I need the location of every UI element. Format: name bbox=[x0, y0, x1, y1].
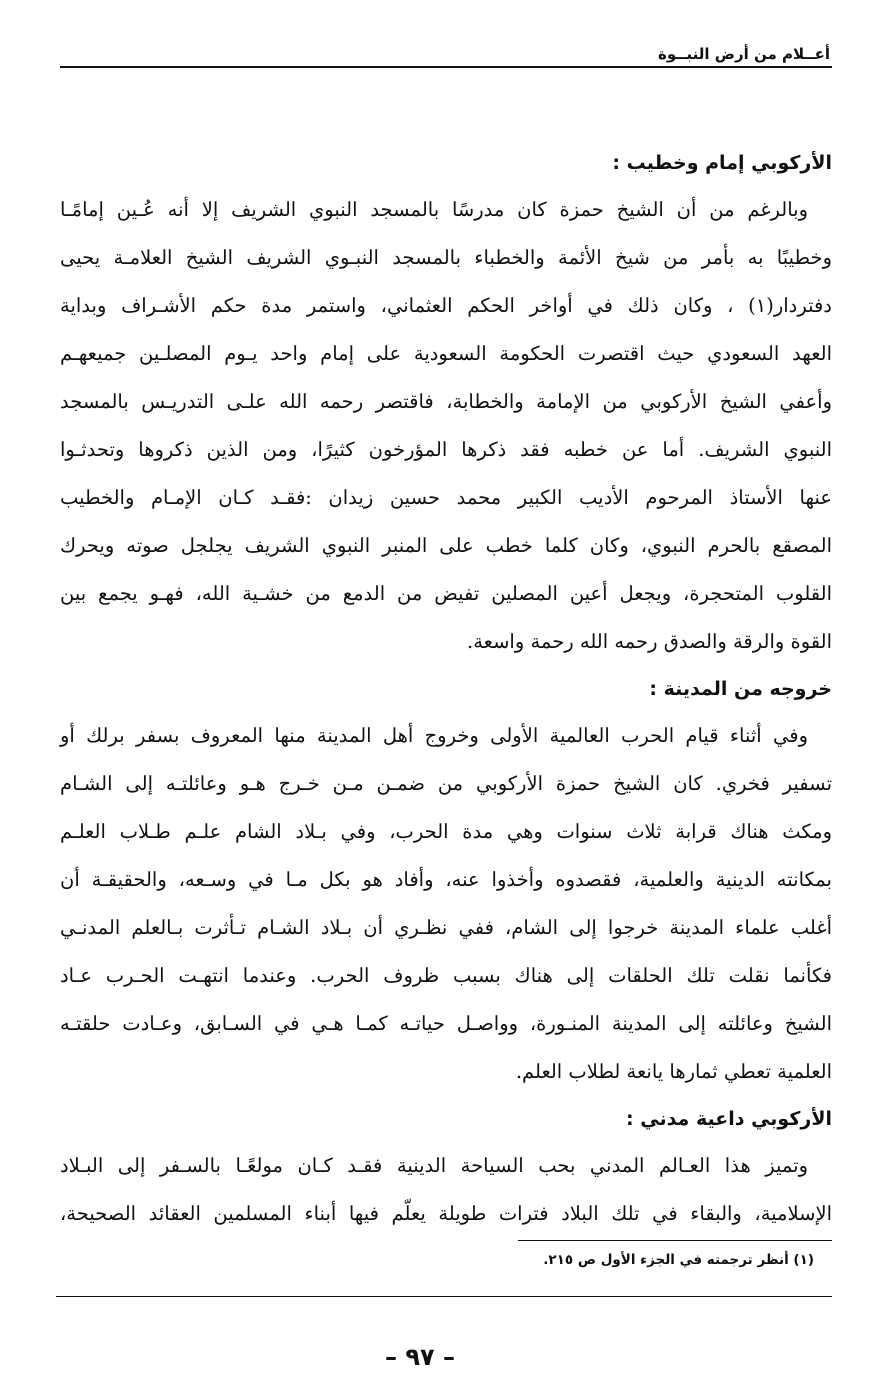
text-line: ومكث هناك قرابة ثلاث سنوات وهي مدة الحرب، وفي بـلاد الشام علـم طـلاب العلـم bbox=[60, 820, 832, 843]
section-heading: الأركوبي إمام وخطيب : bbox=[612, 152, 832, 174]
text-line: القلوب المتحجرة، ويجعل أعين المصلين تفيض من الدمع من خشـية الله، فهـو يجمع بين bbox=[60, 582, 832, 605]
section-heading: خروجه من المدينة : bbox=[649, 678, 832, 700]
text-line: وتميز هذا العـالم المدني بحب السياحة الدينية فقـد كـان مولعًـا بالسـفر إلى البـلاد bbox=[60, 1154, 808, 1177]
footer-rule bbox=[56, 1296, 832, 1297]
text-line: أغلب علماء المدينة خرجوا إلى الشام، ففي نظـري أن بـلاد الشـام تـأثرت بـالعلم المدنـي bbox=[60, 916, 832, 939]
text-line: تسفير فخري. كان الشيخ حمزة الأركوبي من ضمـن مـن خـرج هـو وعائلتـه إلى الشـام bbox=[60, 772, 832, 795]
header-rule bbox=[60, 66, 832, 68]
text-line: فكأنما نقلت تلك الحلقات إلى هناك بسبب ظروف الحرب. وعندما انتهـت الحـرب عـاد bbox=[60, 964, 832, 987]
text-line: الشيخ وعائلته إلى المدينة المنـورة، وواصـل حياتـه كمـا هـي في السـابق، وعـادت حلقتـه bbox=[60, 1012, 832, 1035]
footnote-rule bbox=[518, 1240, 832, 1241]
body-text bbox=[60, 140, 832, 1238]
text-line: العهد السعودي حيث اقتصرت الحكومة السعودية على إمام واحد يـوم المصلـين جميعهـم bbox=[60, 342, 832, 365]
text-line: وفي أثناء قيام الحرب العالمية الأولى وخروج أهل المدينة منها المعروف بسفر برلك أو bbox=[60, 724, 808, 747]
text-line: وخطيبًا به بأمر من شيخ الأئمة والخطباء بالمسجد النبـوي الشريف الشيخ العلامـة يحيى bbox=[60, 246, 832, 269]
text-line: عنها الأستاذ المرحوم الأديب الكبير محمد حسين زيدان :فقـد كـان الإمـام والخطيب bbox=[60, 486, 832, 509]
text-line: الإسلامية، والبقاء في تلك البلاد فترات طويلة يعلّم فيها أبناء المسلمين العقائد الصحيحة، bbox=[60, 1202, 832, 1225]
text-line: القوة والرقة والصدق رحمه الله رحمة واسعة. bbox=[467, 630, 832, 653]
text-line: بمكانته الدينية والعلمية، فقصدوه وأخذوا عنه، وأفاد هو بكل مـا في وسـعه، والحقيقـة أن bbox=[60, 868, 832, 891]
text-line: المصقع بالحرم النبوي، وكان كلما خطب على المنبر النبوي الشريف يجلجل صوته ويحرك bbox=[60, 534, 832, 557]
section-heading: الأركوبي داعية مدني : bbox=[626, 1108, 832, 1130]
running-header: أعــلام من أرض النبــوة bbox=[658, 45, 830, 63]
text-line: وأعفي الشيخ الأركوبي من الإمامة والخطابة، فاقتصر رحمه الله علـى التدريـس بالمسجد bbox=[60, 390, 832, 413]
text-line: النبوي الشريف. أما عن خطبه فقد ذكرها المؤرخون كثيرًا، ومن الذين ذكروها وتحدثـوا bbox=[60, 438, 832, 461]
page-number: – ٩٧ – bbox=[384, 1343, 455, 1371]
footnote: (١) أنظر ترجمته في الجزء الأول ص ٢١٥. bbox=[543, 1252, 814, 1268]
text-line: وبالرغم من أن الشيخ حمزة كان مدرسًا بالمسجد النبوي الشريف إلا أنه عُـين إمامًـا bbox=[60, 198, 808, 221]
text-line: العلمية تعطي ثمارها يانعة لطلاب العلم. bbox=[515, 1060, 832, 1083]
text-line: دفتردار(١) ، وكان ذلك في أواخر الحكم العثماني، واستمر مدة حكم الأشـراف وبداية bbox=[60, 294, 832, 317]
